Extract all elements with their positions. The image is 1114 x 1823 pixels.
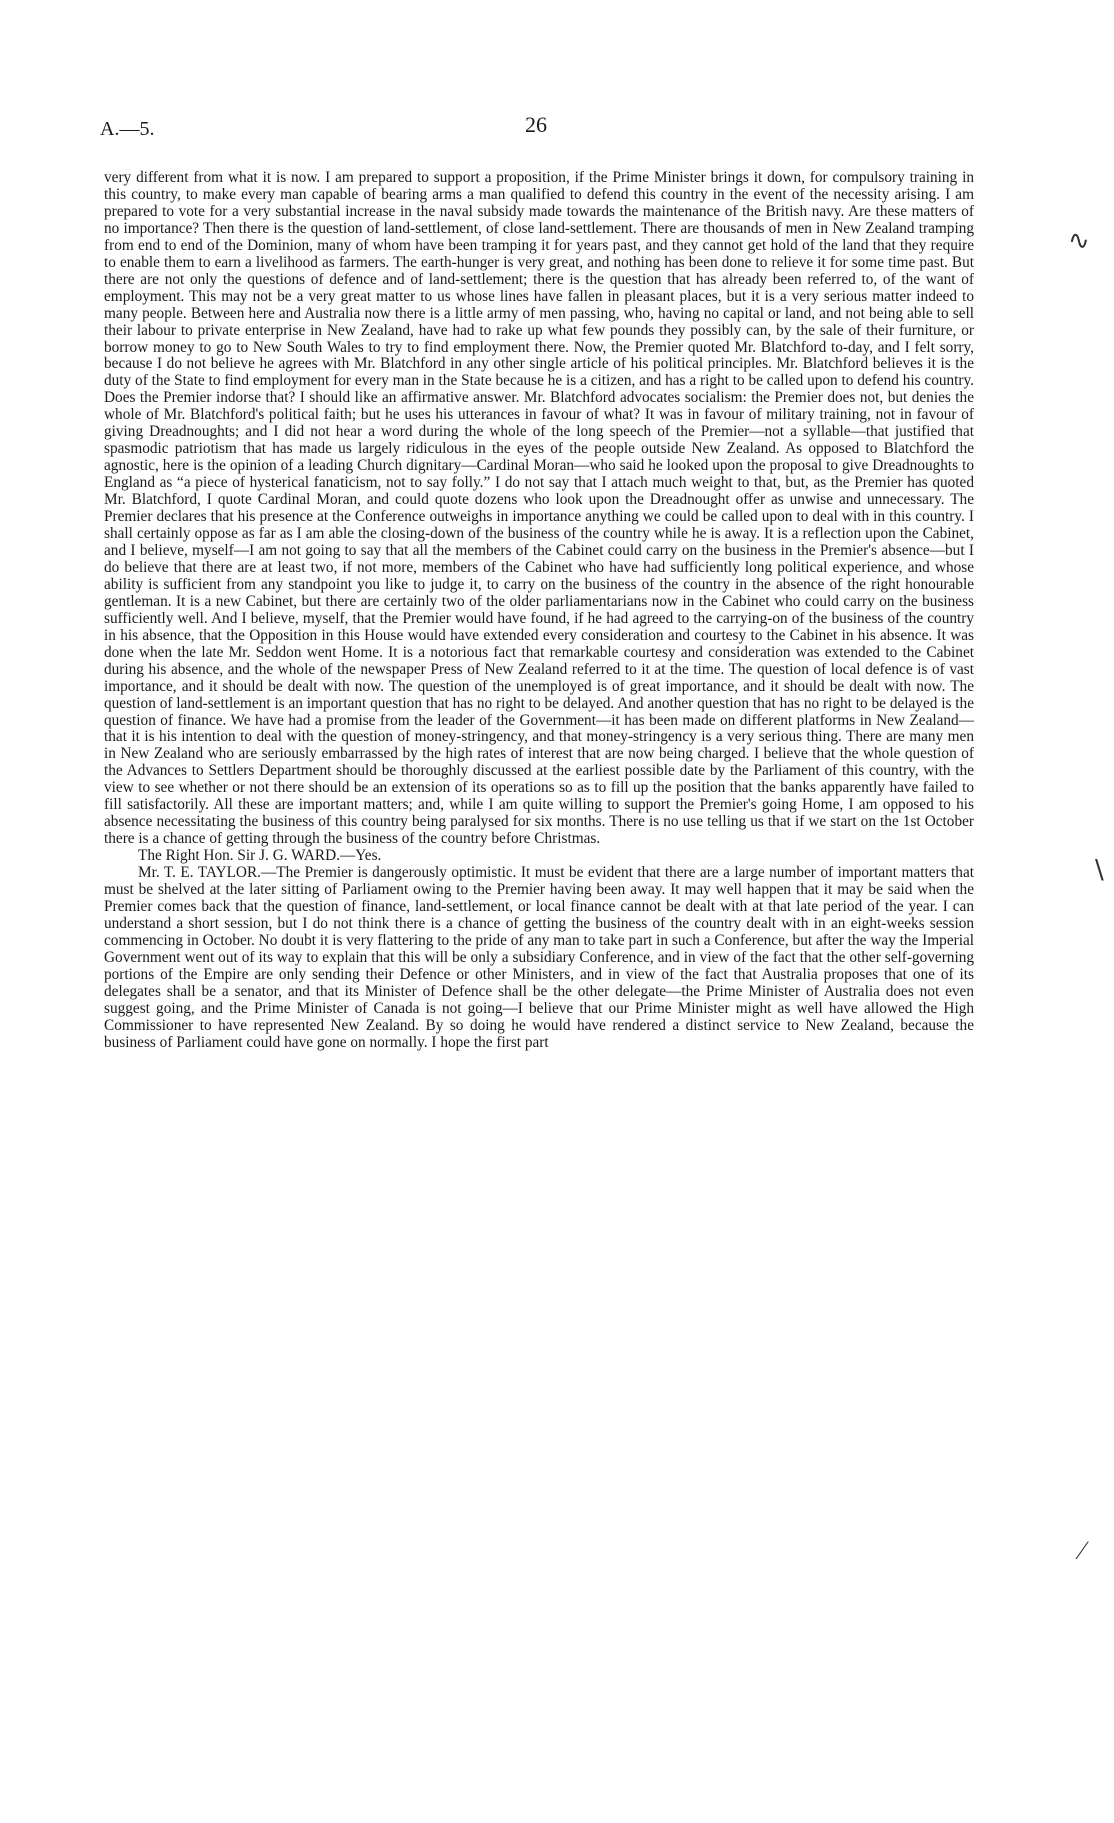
document-reference: A.—5. (100, 118, 155, 140)
page-number: 26 (525, 112, 547, 137)
paragraph-ward-interjection: The Right Hon. Sir J. G. WARD.—Yes. (138, 847, 382, 865)
page-header (100, 112, 980, 148)
paragraph-continuation: very different from what it is now. I am prepared to support a proposition, if the Prime Minister brings it down, for compulsory training in this country, to make every man capable of bearing arms a man qualified to defend this country in the event of the necessity arising. I am prepared to vote for a very substantial increase in the naval subsidy made towards the maintenance of the British navy. Are these matters of no importance? Then there is the question of land-settlement, of close land-settlement. There are thousands of men in New Zealand tramping from end to end of the Dominion, many of whom have been tramping it for years past, and they cannot get hold of the land that they require to enable them to earn a livelihood as farmers. The earth-hunger is very great, and nothing has been done to relieve it for some time past. But there are not only the questions of defence and of land-settlement; there is the question that has already been referred to, of the want of employment. This may not be a very great matter to us whose lines have fallen in pleasant places, but it is a very serious matter indeed to many people. Between here and Australia now there is a little army of men passing, who, having no capital or land, and not being able to sell their labour to private enterprise in New Zealand, have had to rake up what few pounds they possibly can, by the sale of their furniture, or borrow money to go to New South Wales to try to find employment there. Now, the Premier quoted Mr. Blatchford to-day, and I felt sorry, because I do not believe he agrees with Mr. Blatchford in any other single article of his political principles. Mr. Blatchford believes it is the duty of the State to find employment for every man in the State because he is a citizen, and has a right to be called upon to defend his country. Does the Premier indorse that? I should like an affirmative answer. Mr. Blatchford advocates socialism: the Premier does not, but denies the whole of Mr. Blatchford's political faith; but he uses his utterances in favour of what? It was in favour of military training, not in favour of giving Dreadnoughts; and I did not hear a word during the whole of the long speech of the Premier—not a syllable—that justified that spasmodic patriotism that has made us largely ridiculous in the eyes of the people outside New Zealand. As opposed to Blatchford the agnostic, here is the opinion of a leading Church dignitary—Cardinal Moran—who said he looked upon the proposal to give Dreadnoughts to England as “a piece of hysterical fanaticism, not to say folly.” I do not say that I attach much weight to that, but, as the Premier has quoted Mr. Blatchford, I quote Cardinal Moran, and could quote dozens who look upon the Dreadnought offer as unwise and unnecessary. The Premier declares that his presence at the Conference outweighs in importance anything we could be called upon to deal with in this country. I shall certainly oppose as far as I am able the closing-down of the business of the country while he is away. It is a reflection upon the Cabinet, and I believe, myself—I am not going to say that all the members of the Cabinet could carry on the business in the Premier's absence—but I do believe that there are at least two, if not more, members of the Cabinet who have had sufficiently long political experience, and whose ability is sufficient from any standpoint you like to judge it, to carry on the business of the country in the absence of the right honourable gentleman. It is a new Cabinet, but there are certainly two of the older parliamentarians now in the Cabinet who could carry on the business sufficiently well. And I believe, myself, that the Premier would have found, if he had agreed to the carrying-on of the business of the country in his absence, that the Opposition in this House would have extended every consideration and courtesy to the Cabinet in his absence. It was done when the late Mr. Seddon went Home. It is a notorious fact that remarkable courtesy and consideration was extended to the Cabinet during his absence, and the whole of the newspaper Press of New Zealand referred to it at the time. The question of local defence is of vast importance, and it should be dealt with now. The question of the unemployed is of great importance, and it should be dealt with now. The question of land-settlement is an important question that has no right to be delayed. And another question that has no right to be delayed is the question of finance. We have had a promise from the leader of the Government—it has been made on different platforms in New Zealand—that it is his intention to deal with the question of money-stringency, and that money-stringency is a very serious thing. There are many men in New Zealand who are seriously embarrassed by the high rates of interest that are now being charged. I believe that the whole question of the Advances to Settlers Department should be thoroughly discussed at the earliest possible date by the Parliament of this country, with the view to see whether or not there should be an extension of its operations so as to fill up the position that the banks apparently have failed to fill satisfactorily. All these are important matters; and, while I am quite willing to support the Premier's going Home, I am opposed to his absence necessitating the business of this country being paralysed for six months. There is no use telling us that if we start on the 1st October there is a chance of getting through the business of the country before Christmas. (104, 169, 974, 848)
margin-mark-bottom: ⁄ (1080, 1536, 1085, 1565)
paragraph-taylor-speech: Mr. T. E. TAYLOR.—The Premier is dangerously optimistic. It must be evident that there are a large number of important matters that must be shelved at the later sitting of Parliament owing to the Premier having been away. It may well happen that it may be said when the Premier comes back that the question of finance, land-settlement, or local finance cannot be dealt with at that late period of the year. I can understand a short session, but I do not think there is a chance of getting the business of the country dealt with in an eight-weeks session commencing in October. No doubt it is very flattering to the pride of any man to take part in such a Conference, but after the way the Imperial Government went out of its way to explain that this will be only a subsidiary Conference, and in view of the fact that the other self-governing portions of the Empire are only sending their Defence or other Ministers, and in view of the fact that Australia proposes that one of its delegates shall be a senator, and that its Minister of Defence shall be the other delegate—the Prime Minister of Australia does not even suggest going, and the Prime Minister of Canada is not going—I believe that our Prime Minister might as well have allowed the High Commissioner to have represented New Zealand. By so doing he would have rendered a distinct service to New Zealand, because the business of Parliament could have gone on normally. I hope the first part (104, 864, 974, 1051)
margin-mark-middle: ∖ (1090, 856, 1107, 885)
margin-mark-top: ∿ (1068, 226, 1090, 255)
body-text (104, 170, 974, 1052)
